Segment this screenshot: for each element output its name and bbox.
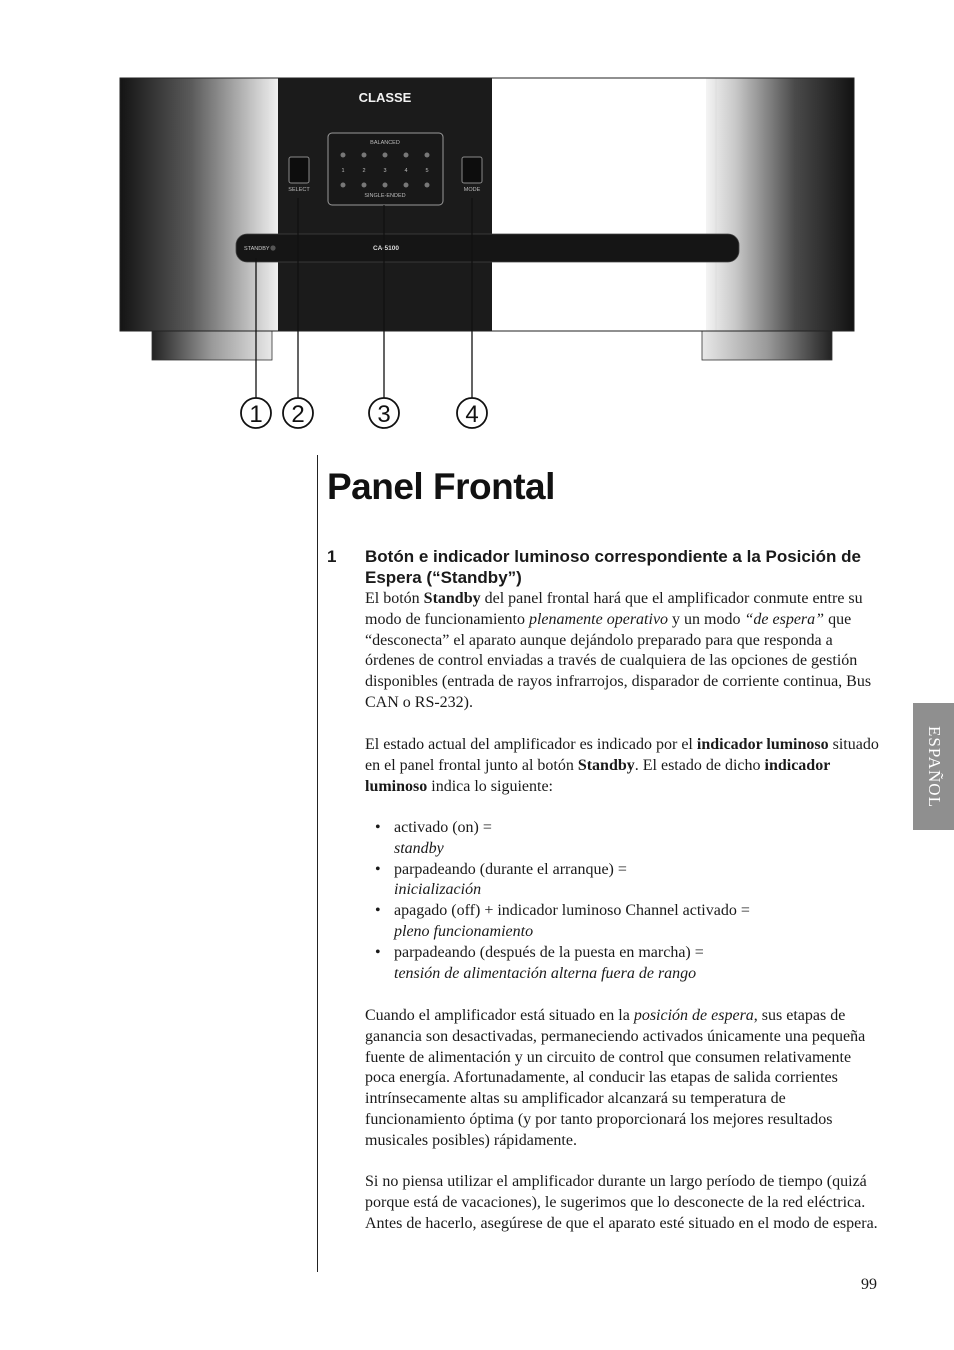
model-label: CA-5100 [372,245,400,252]
top-window [492,78,706,235]
page-number: 99 [861,1276,877,1293]
indicator-states-list [375,818,875,984]
balanced-led-3 [383,153,388,158]
mode-label: MODE [463,187,481,193]
select-label: SELECT [288,187,310,193]
left-foot [152,330,272,360]
paragraph-standby-mode: Cuando el amplificador está situado en la posición de espera, sus etapas de ganancia son desactivadas, permaneciendo activados únicamente una pequeña fuente de alimentación y un circuito de control que consumen relativamente poca energía. Afortunadamente, al conducir las etapas de salida corrientes intrínsecamente altas su amplificador alcanzará su temperatura de funcionamiento óptima (y por tanto proporcionará los mejores resultados musicales posibles) rápidamente. [365,1007,866,1149]
channel-number: 5 [425,168,429,174]
single-ended-led-1 [341,183,346,188]
front-bar [236,234,739,262]
single-ended-led-3 [383,183,388,188]
page-title: Panel Frontal [327,466,555,507]
callout-number: 1 [249,401,263,428]
left-side-panel [120,78,278,331]
callout-number: 3 [377,401,391,428]
callout-number: 2 [291,401,305,428]
paragraph-standby-button: El botón Standby del panel frontal hará que el amplificador conmute entre su modo de funcionamiento plenamente operativo y un modo “de espera” que “desconecta” el aparato aunque dejándolo preparado para que responda a órdenes de control enviadas a través de cualquiera de las opciones de gestión disponibles (entrada de rayos infrarrojos, disparador de corriente continua, Bus CAN o RS-232). [365,590,872,711]
balanced-label: BALANCED [370,140,400,146]
paragraph-indicator: El estado actual del amplificador es indicado por el indicador luminoso situado en el panel frontal junto al botón Standby. El estado de dicho indicador luminoso indica lo siguiente: [365,736,879,795]
single-ended-led-2 [362,183,367,188]
right-foot [702,330,832,360]
item-heading: Botón e indicador luminoso correspondiente a la Posición de Espera (“Standby”) [365,547,861,587]
standby-label: STANDBY [244,246,270,252]
balanced-led-5 [425,153,430,158]
item-number: 1 [327,547,337,566]
list-item: • apagado (off) + indicador luminoso Channel activado = pleno funcionamiento [375,902,750,940]
balanced-led-2 [362,153,367,158]
amplifier-front-panel-illustration [0,0,954,450]
list-item: • activado (on) = standby [375,819,492,857]
channel-number: 2 [362,168,366,174]
channel-number: 4 [404,168,408,174]
balanced-led-4 [404,153,409,158]
brand-logo: CLASSE [358,90,412,105]
vertical-divider [317,455,318,1272]
select-button[interactable] [289,157,309,183]
right-side-panel [706,78,854,331]
mode-button[interactable] [462,157,482,183]
standby-led [270,245,275,250]
single-ended-label: SINGLE-ENDED [364,193,406,199]
single-ended-led-4 [404,183,409,188]
single-ended-led-5 [425,183,430,188]
balanced-led-1 [341,153,346,158]
paragraph-disconnect: Si no piensa utilizar el amplificador durante un largo período de tiempo (quizá porque está de vacaciones), le sugerimos que lo desconecte de la red eléctrica. Antes de hacerlo, asegúrese de que el aparato esté situado en el modo de espera. [365,1173,878,1232]
channel-number: 1 [341,168,345,174]
list-item: • parpadeando (durante el arranque) = inicialización [375,860,627,899]
list-item: • parpadeando (después de la puesta en marcha) = tensión de alimentación alterna fuera de rango [375,943,704,982]
callout-number: 4 [465,401,479,428]
language-tab: ESPAÑOL [913,703,954,830]
channel-number: 3 [383,168,387,174]
